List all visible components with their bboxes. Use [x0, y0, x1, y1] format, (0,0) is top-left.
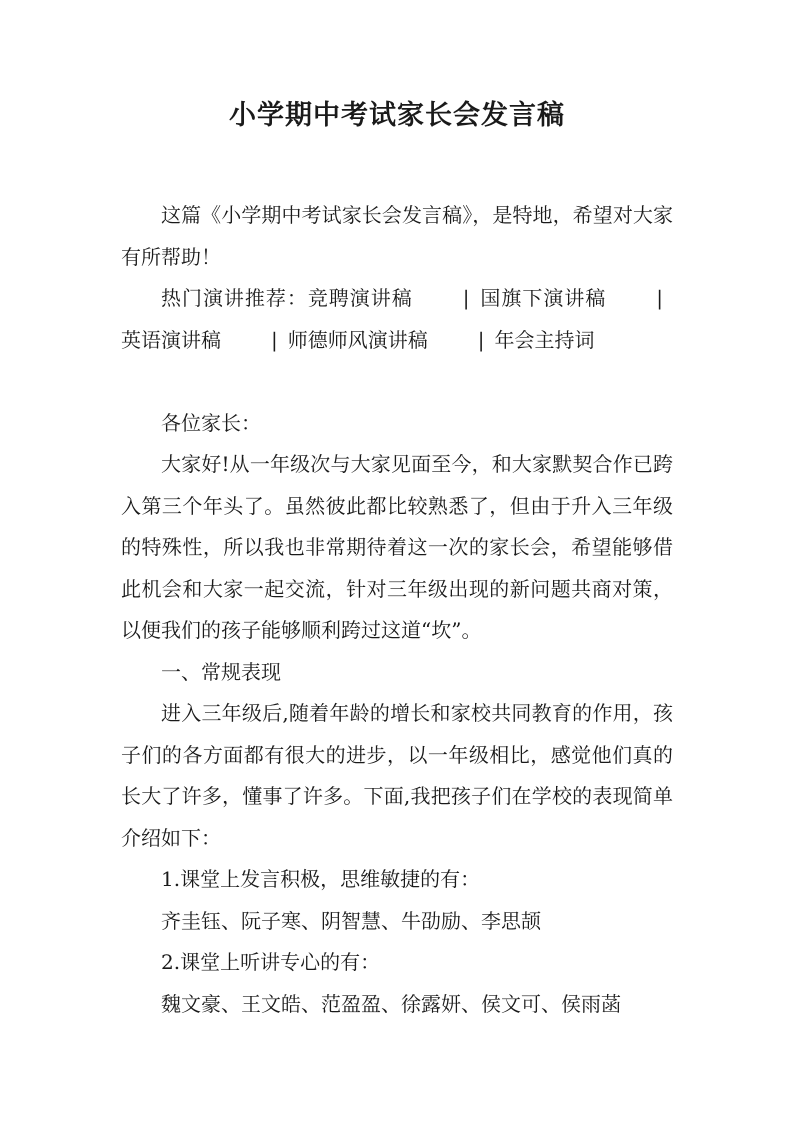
hot-link-english-speech[interactable]: 英语演讲稿 — [121, 327, 221, 352]
separator: | — [656, 286, 664, 310]
document-body — [121, 195, 673, 1025]
hot-link-annual-host-script[interactable]: 年会主持词 — [494, 327, 595, 352]
hot-recommendations — [121, 278, 673, 361]
hot-prefix: 热门演讲推荐： — [161, 286, 308, 310]
salutation: 各位家长： — [161, 410, 261, 435]
hot-link-teacher-ethics-speech[interactable]: 师德师风演讲稿 — [287, 327, 428, 352]
hot-link-flag-speech[interactable]: 国旗下演讲稿 — [479, 286, 607, 310]
blank-line — [121, 361, 673, 403]
separator: | — [477, 327, 485, 352]
paragraph-performance: 进入三年级后,随着年龄的增长和家校共同教育的作用，孩子们的各方面都有很大的进步，以一年级相比，感觉他们真的长大了许多，懂事了许多。下面,我把孩子们在学校的表现简单介绍如下： — [121, 701, 673, 850]
paragraph-greeting: 大家好!从一年级次与大家见面至今，和大家默契合作已跨入第三个年头了。虽然彼此都比较熟悉了，但由于升入三年级的特殊性，所以我也非常期待着这一次的家长会，希望能够借此机会和大家一起交流，针对三年级出现的新问题共商对策，以便我们的孩子能够顺利跨过这道“坎”。 — [121, 452, 673, 642]
list-item: 1.课堂上发言积极，思维敏捷的有： — [161, 867, 481, 891]
list-item-names: 魏文豪、王文皓、范盈盈、徐露妍、侯文可、侯雨菡 — [161, 991, 621, 1016]
list-item-names: 齐圭钰、阮子寒、阴智慧、牛劭励、李思颉 — [161, 908, 541, 933]
separator: | — [462, 286, 470, 310]
section-heading: 一、常规表现 — [161, 659, 281, 684]
hot-link-campaign-speech[interactable]: 竞聘演讲稿 — [307, 286, 413, 310]
intro-paragraph: 这篇《小学期中考试家长会发言稿》，是特地，希望对大家有所帮助！ — [121, 203, 673, 269]
list-item: 2.课堂上听讲专心的有： — [161, 950, 381, 974]
document-title: 小学期中考试家长会发言稿 — [229, 100, 565, 131]
separator: | — [271, 327, 278, 352]
